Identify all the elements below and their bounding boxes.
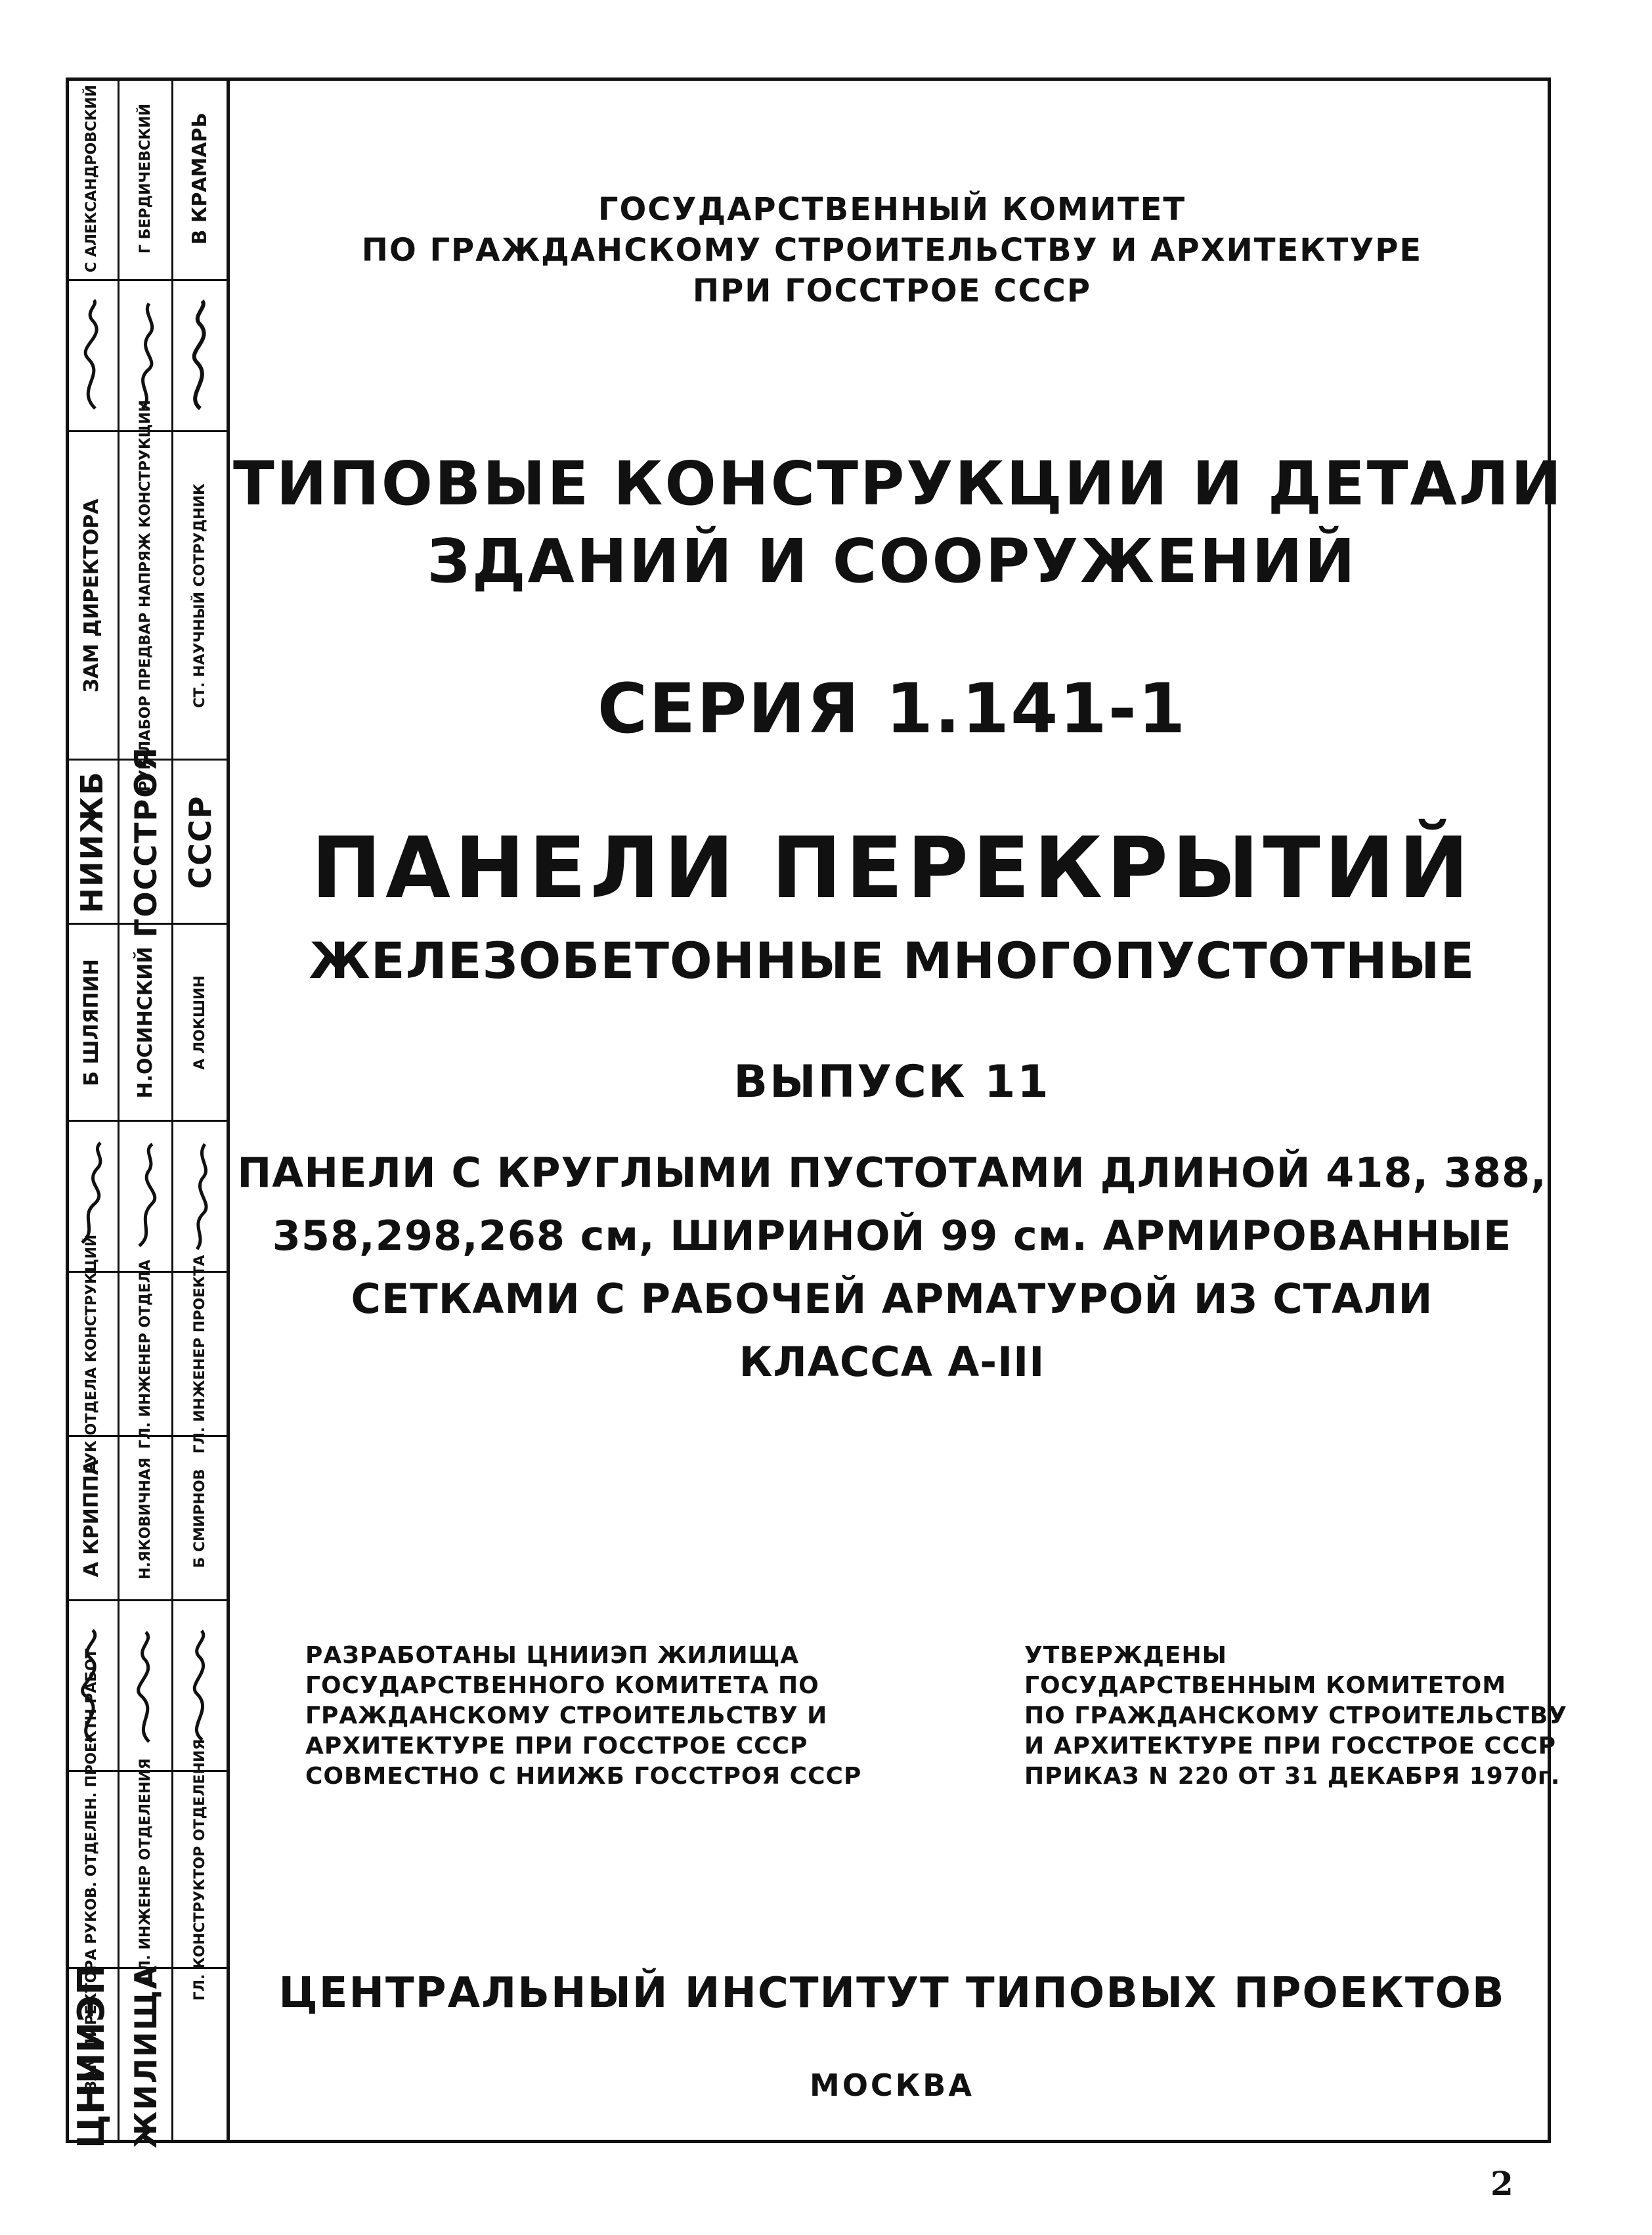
cover-content <box>233 77 1567 2143</box>
stamp-cell <box>120 1758 171 1981</box>
stamp-cell <box>120 1601 171 1772</box>
signature-icon <box>177 1627 223 1745</box>
developed-line: РАЗРАБОТАНЫ ЦНИИЭП ЖИЛИЩА <box>305 1642 800 1669</box>
page-number: 2 <box>1490 2164 1513 2203</box>
developed-line: АРХИТЕКТУРЕ ПРИ ГОССТРОЕ СССР <box>305 1733 808 1759</box>
description-line: СЕТКАМИ С РАБОЧЕЙ АРМАТУРОЙ ИЗ СТАЛИ <box>351 1275 1433 1323</box>
stamp-name: Г БЕРДИЧЕВСКИЙ <box>137 103 154 254</box>
stamp-cell <box>66 925 118 1122</box>
stamp-name: Н.ОСИНСКИЙ <box>133 946 157 1098</box>
stamp-cell <box>120 77 171 281</box>
stamp-column-1 <box>66 77 120 2148</box>
document-title: ПАНЕЛИ ПЕРЕКРЫТИЙ <box>311 820 1473 918</box>
stamp-cell <box>173 1738 227 2001</box>
description-line: ПАНЕЛИ С КРУГЛЫМИ ПУСТОТАМИ ДЛИНОЙ 418, 388, <box>237 1149 1547 1197</box>
publisher-city: МОСКВА <box>810 2068 974 2103</box>
stamp-cell <box>120 745 171 938</box>
stamp-role: ЗАМ ДИРЕКТОРА РУКОВ. ОТДЕЛЕН. ПРОЕКТН РАБОТ <box>83 1648 100 2091</box>
description-line: 358,298,268 см, ШИРИНОЙ 99 см. АРМИРОВАННЫЕ <box>272 1212 1512 1260</box>
stamp-cell <box>66 281 118 432</box>
approved-line: ПРИКАЗ N 220 ОТ 31 ДЕКАБРЯ 1970г. <box>1024 1763 1561 1790</box>
stamp-role: ГЛ. ИНЖЕНЕР ОТДЕЛА <box>137 1259 154 1449</box>
stamp-org: ЖИЛИЩА <box>127 1964 163 2148</box>
stamp-role: РУК ОТДЕЛА КОНСТРУКЦИЙ <box>83 1234 100 1474</box>
stamp-role: ГЛ. ИНЖЕНЕР ПРОЕКТА <box>191 1254 208 1453</box>
stamp-cell <box>173 1437 227 1601</box>
title-stamp <box>66 77 230 2148</box>
series-title-line: ЗДАНИЙ И СООРУЖЕНИЙ <box>427 526 1357 596</box>
committee-line: ПО ГРАЖДАНСКОМУ СТРОИТЕЛЬСТВУ И АРХИТЕКТУРЕ <box>361 232 1423 269</box>
developed-line: СОВМЕСТНО С НИИЖБ ГОССТРОЯ СССР <box>305 1763 862 1790</box>
approved-line: ПО ГРАЖДАНСКОМУ СТРОИТЕЛЬСТВУ <box>1024 1702 1567 1729</box>
stamp-name: В КРАМАРЬ <box>188 112 211 244</box>
series-title-line: ТИПОВЫЕ КОНСТРУКЦИИ И ДЕТАЛИ <box>233 449 1564 519</box>
committee-line: ПРИ ГОССТРОЕ СССР <box>692 273 1092 309</box>
signature-icon <box>123 1138 169 1256</box>
stamp-org: СССР <box>182 795 218 889</box>
stamp-cell <box>66 1437 118 1601</box>
stamp-cell <box>120 1122 171 1273</box>
developed-by <box>305 1641 861 1792</box>
stamp-name: С АЛЕКСАНДРОВСКИЙ <box>83 84 100 273</box>
issue-number: ВЫПУСК 11 <box>733 1056 1051 1108</box>
approved-line: ГОСУДАРСТВЕННЫМ КОМИТЕТОМ <box>1024 1672 1507 1699</box>
series-number: СЕРИЯ 1.141-1 <box>597 669 1187 749</box>
stamp-org: ГОССТРОЯ <box>127 745 163 938</box>
stamp-name: Б СМИРНОВ <box>191 1469 208 1568</box>
stamp-cell <box>173 281 227 432</box>
stamp-cell <box>120 1964 171 2148</box>
signature-icon <box>177 297 223 415</box>
signature-icon <box>69 297 115 415</box>
approved-line: И АРХИТЕКТУРЕ ПРИ ГОССТРОЕ СССР <box>1024 1733 1557 1759</box>
stamp-cell <box>173 925 227 1122</box>
stamp-cell <box>66 1234 118 1474</box>
stamp-cell <box>173 1122 227 1273</box>
committee-header <box>233 189 1551 311</box>
developed-line: ГРАЖДАНСКОМУ СТРОИТЕЛЬСТВУ И <box>305 1702 828 1729</box>
stamp-name: Н.ЯКОВИЧНАЯ <box>137 1457 154 1580</box>
stamp-cell <box>120 399 171 791</box>
stamp-column-3 <box>173 77 227 2143</box>
developed-line: ГОСУДАРСТВЕННОГО КОМИТЕТА ПО <box>305 1672 819 1699</box>
stamp-name: А КРИППА <box>79 1459 103 1577</box>
signature-icon <box>123 297 169 415</box>
stamp-role: РУК ЛАБОР ПРЕДВАР НАПРЯЖ КОНСТРУКЦИИ <box>137 399 154 791</box>
stamp-cell <box>66 432 118 761</box>
stamp-org: ЦНИИЭП <box>70 1964 113 2148</box>
committee-line: ГОСУДАРСТВЕННЫЙ КОМИТЕТ <box>598 191 1186 228</box>
stamp-cell <box>173 1254 227 1453</box>
approved-line: УТВЕРЖДЕНЫ <box>1024 1642 1227 1669</box>
stamp-column-2 <box>120 77 173 2148</box>
stamp-name: Б ШЛЯПИН <box>79 958 103 1086</box>
stamp-cell <box>66 761 118 925</box>
stamp-cell <box>66 1964 118 2148</box>
signature-icon <box>177 1138 223 1256</box>
issue-description <box>233 1141 1551 1394</box>
stamp-role: ЗАМ ДИРЕКТОРА <box>79 498 103 692</box>
approved-by <box>1024 1641 1567 1792</box>
stamp-cell <box>173 761 227 925</box>
stamp-cell <box>120 1259 171 1449</box>
signature-icon <box>123 1627 169 1745</box>
stamp-cell <box>120 1437 171 1601</box>
stamp-cell <box>173 432 227 761</box>
stamp-cell <box>120 925 171 1122</box>
series-title <box>233 445 1564 600</box>
document-subtitle: ЖЕЛЕЗОБЕТОННЫЕ МНОГОПУСТОТНЫЕ <box>309 931 1475 990</box>
publisher-name: ЦЕНТРАЛЬНЫЙ ИНСТИТУТ ТИПОВЫХ ПРОЕКТОВ <box>278 1969 1506 2018</box>
stamp-cell <box>173 77 227 281</box>
stamp-name: А ЛОКШИН <box>191 975 208 1070</box>
stamp-role: ГЛ. КОНСТРУКТОР ОТДЕЛЕНИЯ <box>191 1738 208 2001</box>
stamp-role: ГЛ. ИНЖЕНЕР ОТДЕЛЕНИЯ <box>137 1758 154 1981</box>
description-line: КЛАССА А-III <box>739 1338 1045 1386</box>
stamp-cell <box>173 1969 227 2143</box>
stamp-cell <box>66 77 118 281</box>
stamp-role: СТ. НАУЧНЫЙ СОТРУДНИК <box>191 483 208 708</box>
stamp-org: НИИЖБ <box>74 770 110 913</box>
